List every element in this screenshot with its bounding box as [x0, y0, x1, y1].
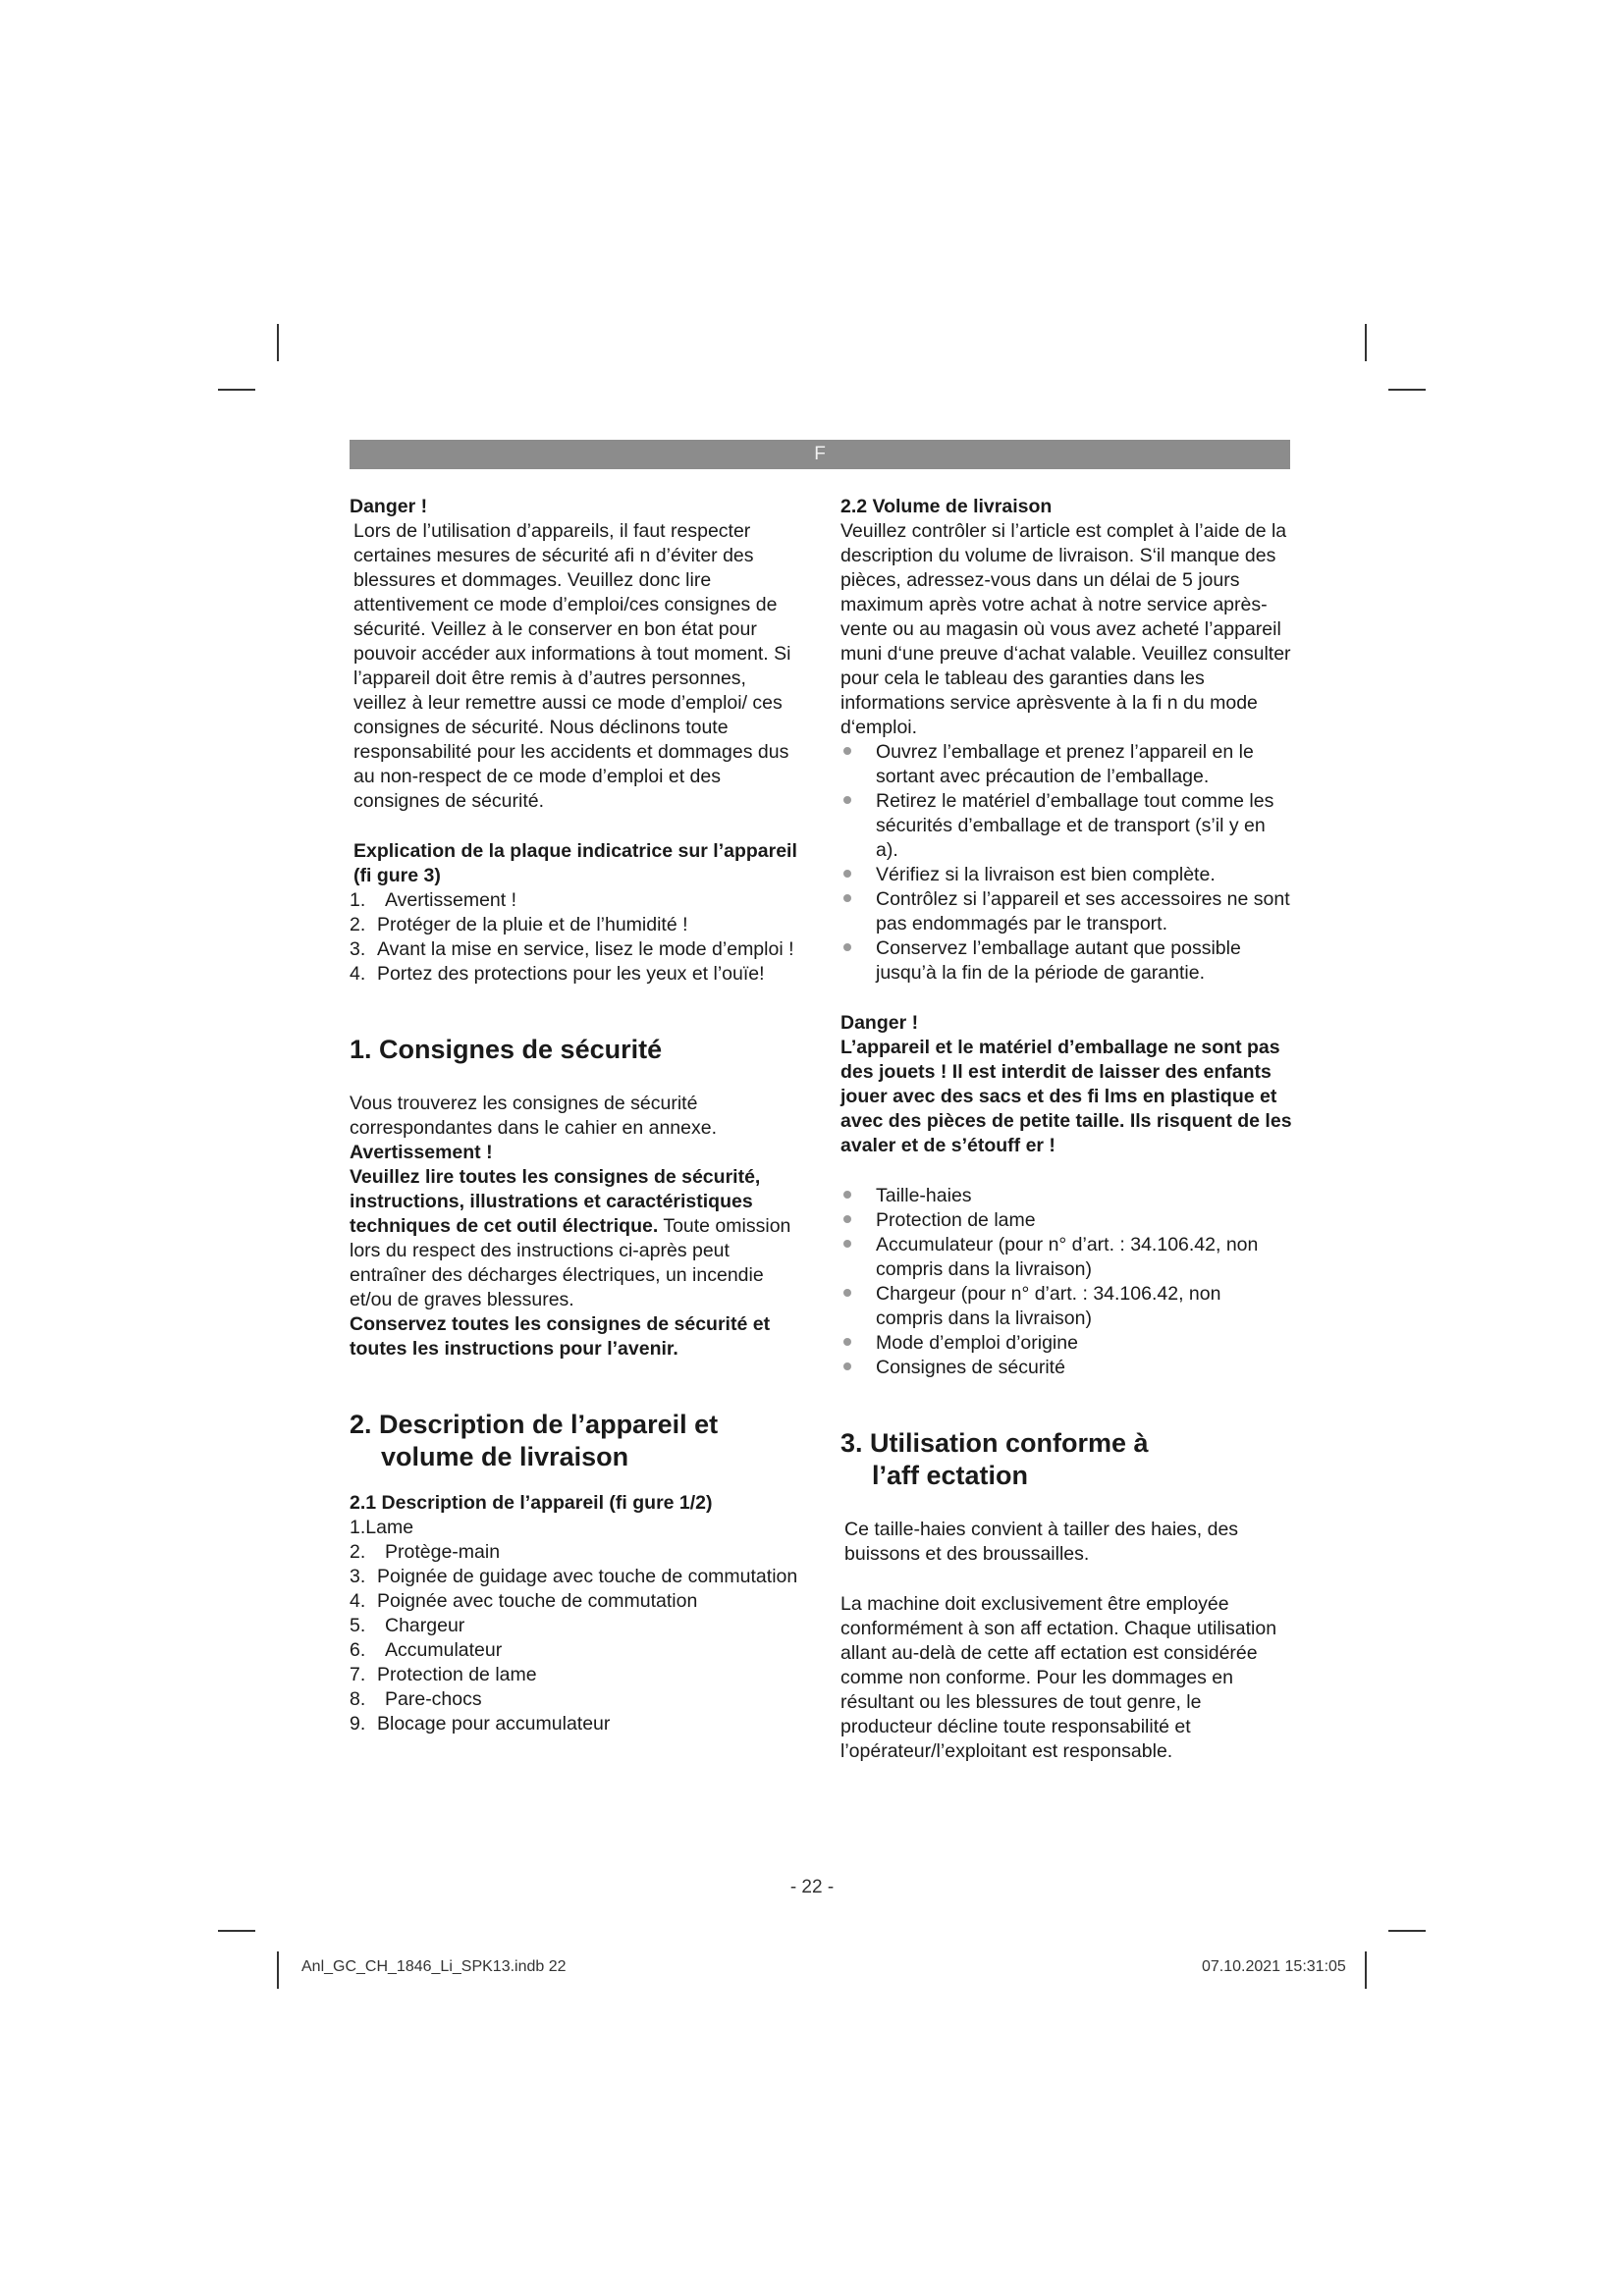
bullet-icon [843, 1191, 851, 1199]
section-2-2-text: Veuillez contrôler si l’article est complet à l’aide de la description du volume de livraison. S‘il manque des pièces, adressez-vous dans un délai de 5 jours maximum après votre achat à notre service après-vente ou au magasin où vous avez acheté l’appareil muni d‘une preuve d‘achat valable. Veuillez consulter pour cela le tableau des garanties dans les informations service aprèsvente à la fi n du mode d‘emploi. [840, 520, 1291, 738]
list-item: 5. Chargeur [350, 1615, 465, 1636]
list-item: 2. Protéger de la pluie et de l’humidité ! [350, 914, 688, 935]
list-item: 3. Avant la mise en service, lisez le mode d’emploi ! [350, 938, 794, 960]
crop-mark [277, 1951, 279, 1989]
list-item: Ouvrez l’emballage et prenez l’appareil en le sortant avec précaution de l’emballage. [840, 740, 1292, 789]
section-3-title: 3. Utilisation conforme à l’aff ectation [840, 1428, 1149, 1490]
list-item: Mode d’emploi d’origine [840, 1331, 1292, 1356]
crop-mark [1388, 1930, 1426, 1932]
crop-mark [218, 389, 255, 391]
list-item: 7. Protection de lame [350, 1664, 537, 1685]
section-1-keep-instructions: Conservez toutes les consignes de sécurité et toutes les instructions pour l’avenir. [350, 1313, 771, 1360]
right-column [840, 495, 1292, 1764]
bullet-icon [843, 1338, 851, 1346]
list-item: Contrôlez si l’appareil et ses accessoires ne sont pas endommagés par le transport. [840, 887, 1292, 936]
list-item: 9. Blocage pour accumulateur [350, 1713, 611, 1735]
crop-mark [277, 324, 279, 361]
footer-file-name: Anl_GC_CH_1846_Li_SPK13.indb 22 [301, 1958, 567, 1975]
crop-mark [1388, 389, 1426, 391]
left-column [350, 495, 801, 1736]
list-item: 2. Protège-main [350, 1541, 501, 1563]
bullet-icon [843, 943, 851, 951]
bullet-icon [843, 747, 851, 755]
crop-mark [1365, 324, 1367, 361]
list-item: Conservez l’emballage autant que possible jusqu’à la fin de la période de garantie. [840, 936, 1292, 986]
list-item: Vérifiez si la livraison est bien complète. [840, 863, 1292, 887]
list-item: Taille-haies [840, 1184, 1292, 1208]
list-item: Chargeur (pour n° d’art. : 34.106.42, non compris dans la livraison) [840, 1282, 1292, 1331]
section-3-paragraph-2: La machine doit exclusivement être employée conformément à son aff ectation. Chaque utilisation allant au-delà de cette aff ectation est considérée comme non conforme. Pour les dommages en résultant ou les blessures de tout genre, le producteur décline toute responsabilité et l’opérateur/l’exploitant est responsable. [840, 1593, 1277, 1762]
list-item: 6. Accumulateur [350, 1639, 503, 1661]
page-number: - 22 - [789, 1877, 835, 1897]
section-2-title: 2. Description de l’appareil et volume de livraison [350, 1410, 719, 1471]
list-item: 4. Portez des protections pour les yeux et l’ouïe! [350, 963, 765, 985]
danger-text: Lors de l’utilisation d’appareils, il faut respecter certaines mesures de sécurité afi n d’éviter des blessures et dommages. Veuillez donc lire attentivement ce mode d’emploi/ces consignes de sécurité. Veillez à le conserver en bon état pour pouvoir accéder aux informations à tout moment. Si l’appareil doit être remis à d’autres personnes, veillez à leur remettre aussi ce mode d’emploi/ ces consignes de sécurité. Nous déclinons toute responsabilité pour les accidents et dommages dus au non-respect de ce mode d’emploi et des consignes de sécurité. [353, 520, 791, 812]
list-item: Accumulateur (pour n° d’art. : 34.106.42, non compris dans la livraison) [840, 1233, 1292, 1282]
section-1-warning: Avertissement ! [350, 1142, 493, 1163]
list-item: Consignes de sécurité [840, 1356, 1292, 1380]
plate-explanation-title: Explication de la plaque indicatrice sur l’appareil (fi gure 3) [353, 840, 797, 886]
footer-timestamp: 07.10.2021 15:31:05 [1202, 1958, 1346, 1975]
bullet-icon [843, 796, 851, 804]
bullet-icon [843, 1240, 851, 1248]
bullet-icon [843, 1215, 851, 1223]
list-item: Protection de lame [840, 1208, 1292, 1233]
bullet-icon [843, 1289, 851, 1297]
danger-2-title: Danger ! [840, 1012, 919, 1034]
list-item: 8. Pare-chocs [350, 1688, 482, 1710]
section-1-instructions: Veuillez lire toutes les consignes de sécurité, instructions, illustrations et caractéristiques techniques de cet outil électrique. Toute omission lors du respect des instructions ci-après peut entraîner des décharges électriques, un incendie et/ou de graves blessures. [350, 1166, 791, 1310]
bullet-icon [843, 894, 851, 902]
section-2-1-first-item: 1.Lame [350, 1517, 414, 1538]
section-1-intro: Vous trouverez les consignes de sécurité correspondantes dans le cahier en annexe. [350, 1093, 718, 1139]
section-2-1-title: 2.1 Description de l’appareil (fi gure 1/2) [350, 1492, 713, 1514]
section-2-2-title: 2.2 Volume de livraison [840, 496, 1053, 517]
language-header-bar: F [350, 440, 1290, 469]
plate-items-list [350, 888, 801, 987]
unpacking-steps-list [840, 740, 1292, 986]
danger-title: Danger ! [350, 496, 428, 517]
list-item: 4. Poignée avec touche de commutation [350, 1590, 698, 1612]
section-3-paragraph-1: Ce taille-haies convient à tailler des haies, des buissons et des broussailles. [844, 1519, 1239, 1565]
danger-2-text: L’appareil et le matériel d’emballage ne sont pas des jouets ! Il est interdit de laisser des enfants jouer avec des sacs et des fi lms en plastique et avec des pièces de petite taille. Ils risquent de les avaler et de s’étouff er ! [840, 1037, 1292, 1156]
device-parts-list [350, 1540, 801, 1736]
bullet-icon [843, 870, 851, 878]
crop-mark [1365, 1951, 1367, 1989]
list-item: Retirez le matériel d’emballage tout comme les sécurités d’emballage et de transport (s’il y en a). [840, 789, 1292, 863]
section-1-title: 1. Consignes de sécurité [350, 1035, 663, 1064]
list-item: 3. Poignée de guidage avec touche de commutation [350, 1566, 798, 1587]
delivery-contents-list [840, 1184, 1292, 1380]
bullet-icon [843, 1362, 851, 1370]
crop-mark [218, 1930, 255, 1932]
list-item: 1. Avertissement ! [350, 889, 517, 911]
